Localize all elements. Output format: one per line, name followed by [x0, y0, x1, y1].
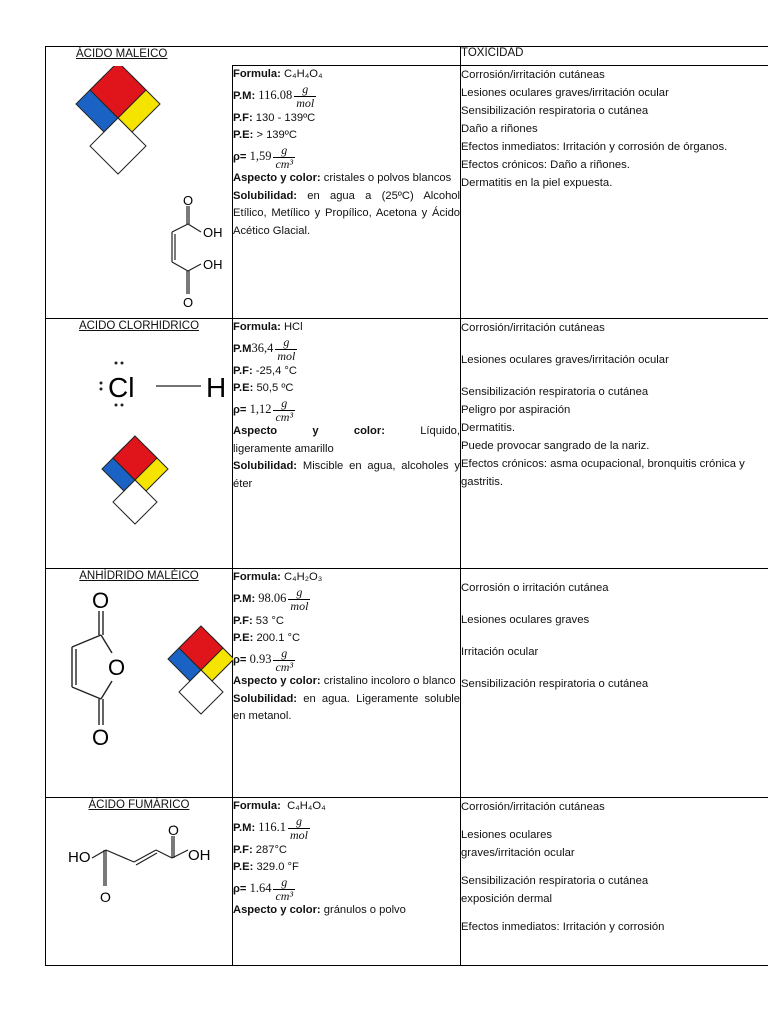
hydrogen-label: H: [206, 372, 227, 403]
solubility-value: en agua. Ligeramente soluble en metanol.: [233, 692, 461, 723]
nfpa-diamond-icon: [168, 626, 233, 714]
compound-name: ÁCIDO MALEICO: [76, 48, 168, 60]
boiling-point-value: 200.1 °C: [256, 631, 301, 644]
toxicity-item: Peligro por aspiración: [461, 404, 571, 417]
toxicity-item: graves/irritación ocular: [461, 847, 575, 860]
toxicity-item: Sensibilización respiratoria o cutánea: [461, 386, 649, 399]
unit-g-mol: $\frac{g}{\text{mol}}$: [277, 335, 296, 363]
toxicity-item: Lesiones oculares graves: [461, 614, 590, 627]
compound-name: ÁCIDO FUMÁRICO: [88, 799, 190, 811]
toxicity-item: Lesiones oculares graves/irritación ocular: [461, 354, 669, 367]
unit-g-cm3: $\frac{g}{\text{cm³}}$: [275, 875, 294, 903]
toxicity-item: Efectos crónicos: Daño a riñones.: [461, 159, 630, 172]
unit-g-mol: $\frac{g}{\text{mol}}$: [296, 82, 315, 110]
fumaric-acid-images: [46, 816, 233, 966]
boiling-point-value: 329.0 °F: [256, 860, 299, 873]
hcl-images: [46, 339, 233, 569]
oxygen-label: O: [92, 588, 110, 613]
oxygen-label: O: [183, 192, 194, 208]
toxicity-item: exposición dermal: [461, 893, 553, 906]
toxicity-item: Dermatitis en la piel expuesta.: [461, 177, 613, 190]
toxicity-cell: [461, 319, 768, 569]
formula-value: C₄H₄O₄: [283, 68, 323, 80]
hydroxyl-label: OH: [203, 256, 223, 272]
molar-mass-value: 98.06: [258, 591, 287, 606]
structure-cell: [46, 569, 233, 798]
maleic-anhydride-images: [46, 587, 233, 797]
nfpa-diamond-icon: [76, 66, 160, 174]
oxygen-label: O: [168, 822, 179, 838]
toxicity-item: Efectos inmediatos: Irritación y corrosión: [461, 921, 665, 934]
melting-point-value: 130 - 139ºC: [255, 111, 316, 124]
unit-g-cm3: $\frac{g}{\text{cm³}}$: [275, 396, 294, 424]
melting-point-value: 287°C: [255, 843, 288, 856]
properties-cell: Formula: C₄H₂O₃ P.M: 98.06 $\frac{g}{\text{mol}}$ P.F: 53 °C P.E: 200.1 °C ρ= 0.93 $\frac{g}{\text{cm³}}$ Aspecto y color: cristalino incoloro o blanco Solubilidad: en agua. Ligeramente soluble en metanol.: [233, 569, 461, 798]
structure-cell: [46, 798, 233, 966]
density-value: 1,59: [249, 149, 272, 164]
compound-header-cell: [46, 47, 461, 66]
solubility-value: Miscible en agua, alcoholes y éter: [233, 460, 461, 490]
hydroxyl-label: HO: [68, 849, 91, 866]
molar-mass-value: 116.08: [258, 88, 293, 103]
melting-point-value: 53 °C: [255, 614, 284, 627]
hydroxyl-label: OH: [203, 224, 223, 240]
solubility-value: en agua a (25ºC) Alcohol Etílico, Metílico y Propílico, Acetona y Ácido Acético Glacial.: [233, 189, 461, 237]
unit-g-cm3: $\frac{g}{\text{cm³}}$: [275, 143, 294, 171]
nfpa-diamond-icon: [102, 436, 168, 524]
density-value: 0.93: [249, 652, 272, 667]
density-value: 1.64: [249, 881, 272, 896]
aspect-value: cristalino incoloro o blanco: [323, 675, 456, 688]
toxicity-item: Puede provocar sangrado de la nariz.: [461, 440, 650, 453]
toxicity-item: Sensibilización respiratoria o cutánea: [461, 105, 649, 118]
toxicity-item: Sensibilización respiratoria o cutánea: [461, 678, 649, 691]
fumaric-acid-structure-icon: [92, 836, 188, 886]
formula-value: C₄H₄O₄: [287, 800, 326, 812]
toxicity-cell: [461, 569, 768, 798]
toxicity-item: Corrosión/irritación cutáneas: [461, 69, 605, 81]
formula-value: C₄H₂O₃: [283, 571, 323, 583]
properties-cell: Formula: C₄H₄O₄ P.M: 116.08 $\frac{g}{\text{mol}}$ P.F: 130 - 139ºC P.E: > 139ºC ρ= 1,59 $\frac{g}{\text{cm³}}$ Aspecto y color: cristales o polvos blancos Solubilidad: en agua a (25ºC) Alcohol Etílico, Metílico y Propílico, Acetona y Ácido Acético Glacial.: [233, 66, 461, 319]
oxygen-label: O: [183, 294, 194, 310]
aspect-value: Líquido, ligeramente amarillo: [233, 425, 461, 455]
unit-g-mol: $\frac{g}{\text{mol}}$: [290, 585, 309, 613]
toxicity-item: Daño a riñones: [461, 123, 538, 136]
toxicity-cell: [461, 798, 768, 966]
toxicity-item: Dermatitis.: [461, 422, 515, 435]
toxicity-item: Corrosión o irritación cutánea: [461, 582, 609, 594]
toxicity-item: Lesiones oculares graves/irritación ocular: [461, 87, 669, 100]
toxicity-cell: [461, 66, 768, 319]
toxicity-header: TOXICIDAD: [461, 47, 768, 66]
toxicity-item: Irritación ocular: [461, 646, 539, 659]
maleic-acid-images: [46, 66, 233, 319]
unit-g-mol: $\frac{g}{\text{mol}}$: [289, 814, 308, 842]
molar-mass-value: 36,4: [251, 341, 274, 356]
chlorine-label: Cl: [108, 372, 135, 403]
properties-cell: Formula: HCl P.M36,4 $\frac{g}{\text{mol}}$ P.F: -25,4 °C P.E: 50,5 ºC ρ= 1,12 $\frac{g}{\text{cm³}}$ Aspecto y color: Líquido, ligeramente amarillo Solubilidad: Miscible en agua, alcoholes y éter: [233, 319, 461, 569]
formula-value: HCl: [283, 321, 303, 333]
toxicity-item: Corrosión/irritación cutáneas: [461, 801, 605, 813]
hydroxyl-label: OH: [188, 847, 211, 864]
toxicity-item: Efectos inmediatos: Irritación y corrosión de órganos.: [461, 141, 728, 154]
toxicity-item: Sensibilización respiratoria o cutánea: [461, 875, 649, 888]
structure-cell: [46, 319, 233, 569]
toxicity-item: Lesiones oculares: [461, 829, 553, 842]
toxicity-item: Corrosión/irritación cutáneas: [461, 322, 605, 334]
aspect-value: cristales o polvos blancos: [323, 172, 452, 185]
oxygen-label: O: [92, 725, 110, 750]
melting-point-value: -25,4 °C: [255, 364, 297, 377]
compound-name: ACIDO CLORHIDRICO: [78, 320, 200, 332]
oxygen-label: O: [108, 655, 126, 680]
toxicity-item: Efectos crónicos: asma ocupacional, bronquitis crónica y gastritis.: [461, 458, 745, 489]
hcl-structure-icon: [100, 362, 227, 407]
structure-cell: [46, 66, 233, 319]
maleic-anhydride-structure-icon: [72, 611, 112, 725]
maleic-acid-structure-icon: [172, 206, 201, 294]
oxygen-label: O: [100, 889, 111, 905]
molar-mass-value: 116.1: [258, 820, 286, 835]
boiling-point-value: 50,5 ºC: [256, 381, 294, 394]
boiling-point-value: > 139ºC: [256, 128, 297, 141]
chemical-safety-table: [45, 46, 768, 966]
compound-name: ANHÍDRIDO MALÉICO: [79, 570, 199, 582]
unit-g-cm3: $\frac{g}{\text{cm³}}$: [275, 646, 294, 674]
density-value: 1,12: [249, 402, 272, 417]
properties-cell: Formula: C₄H₄O₄ P.M: 116.1 $\frac{g}{\text{mol}}$ P.F: 287°C P.E: 329.0 °F ρ= 1.64 $\frac{g}{\text{cm³}}$ Aspecto y color: gránulos o polvo: [233, 798, 461, 966]
aspect-value: gránulos o polvo: [323, 904, 406, 917]
